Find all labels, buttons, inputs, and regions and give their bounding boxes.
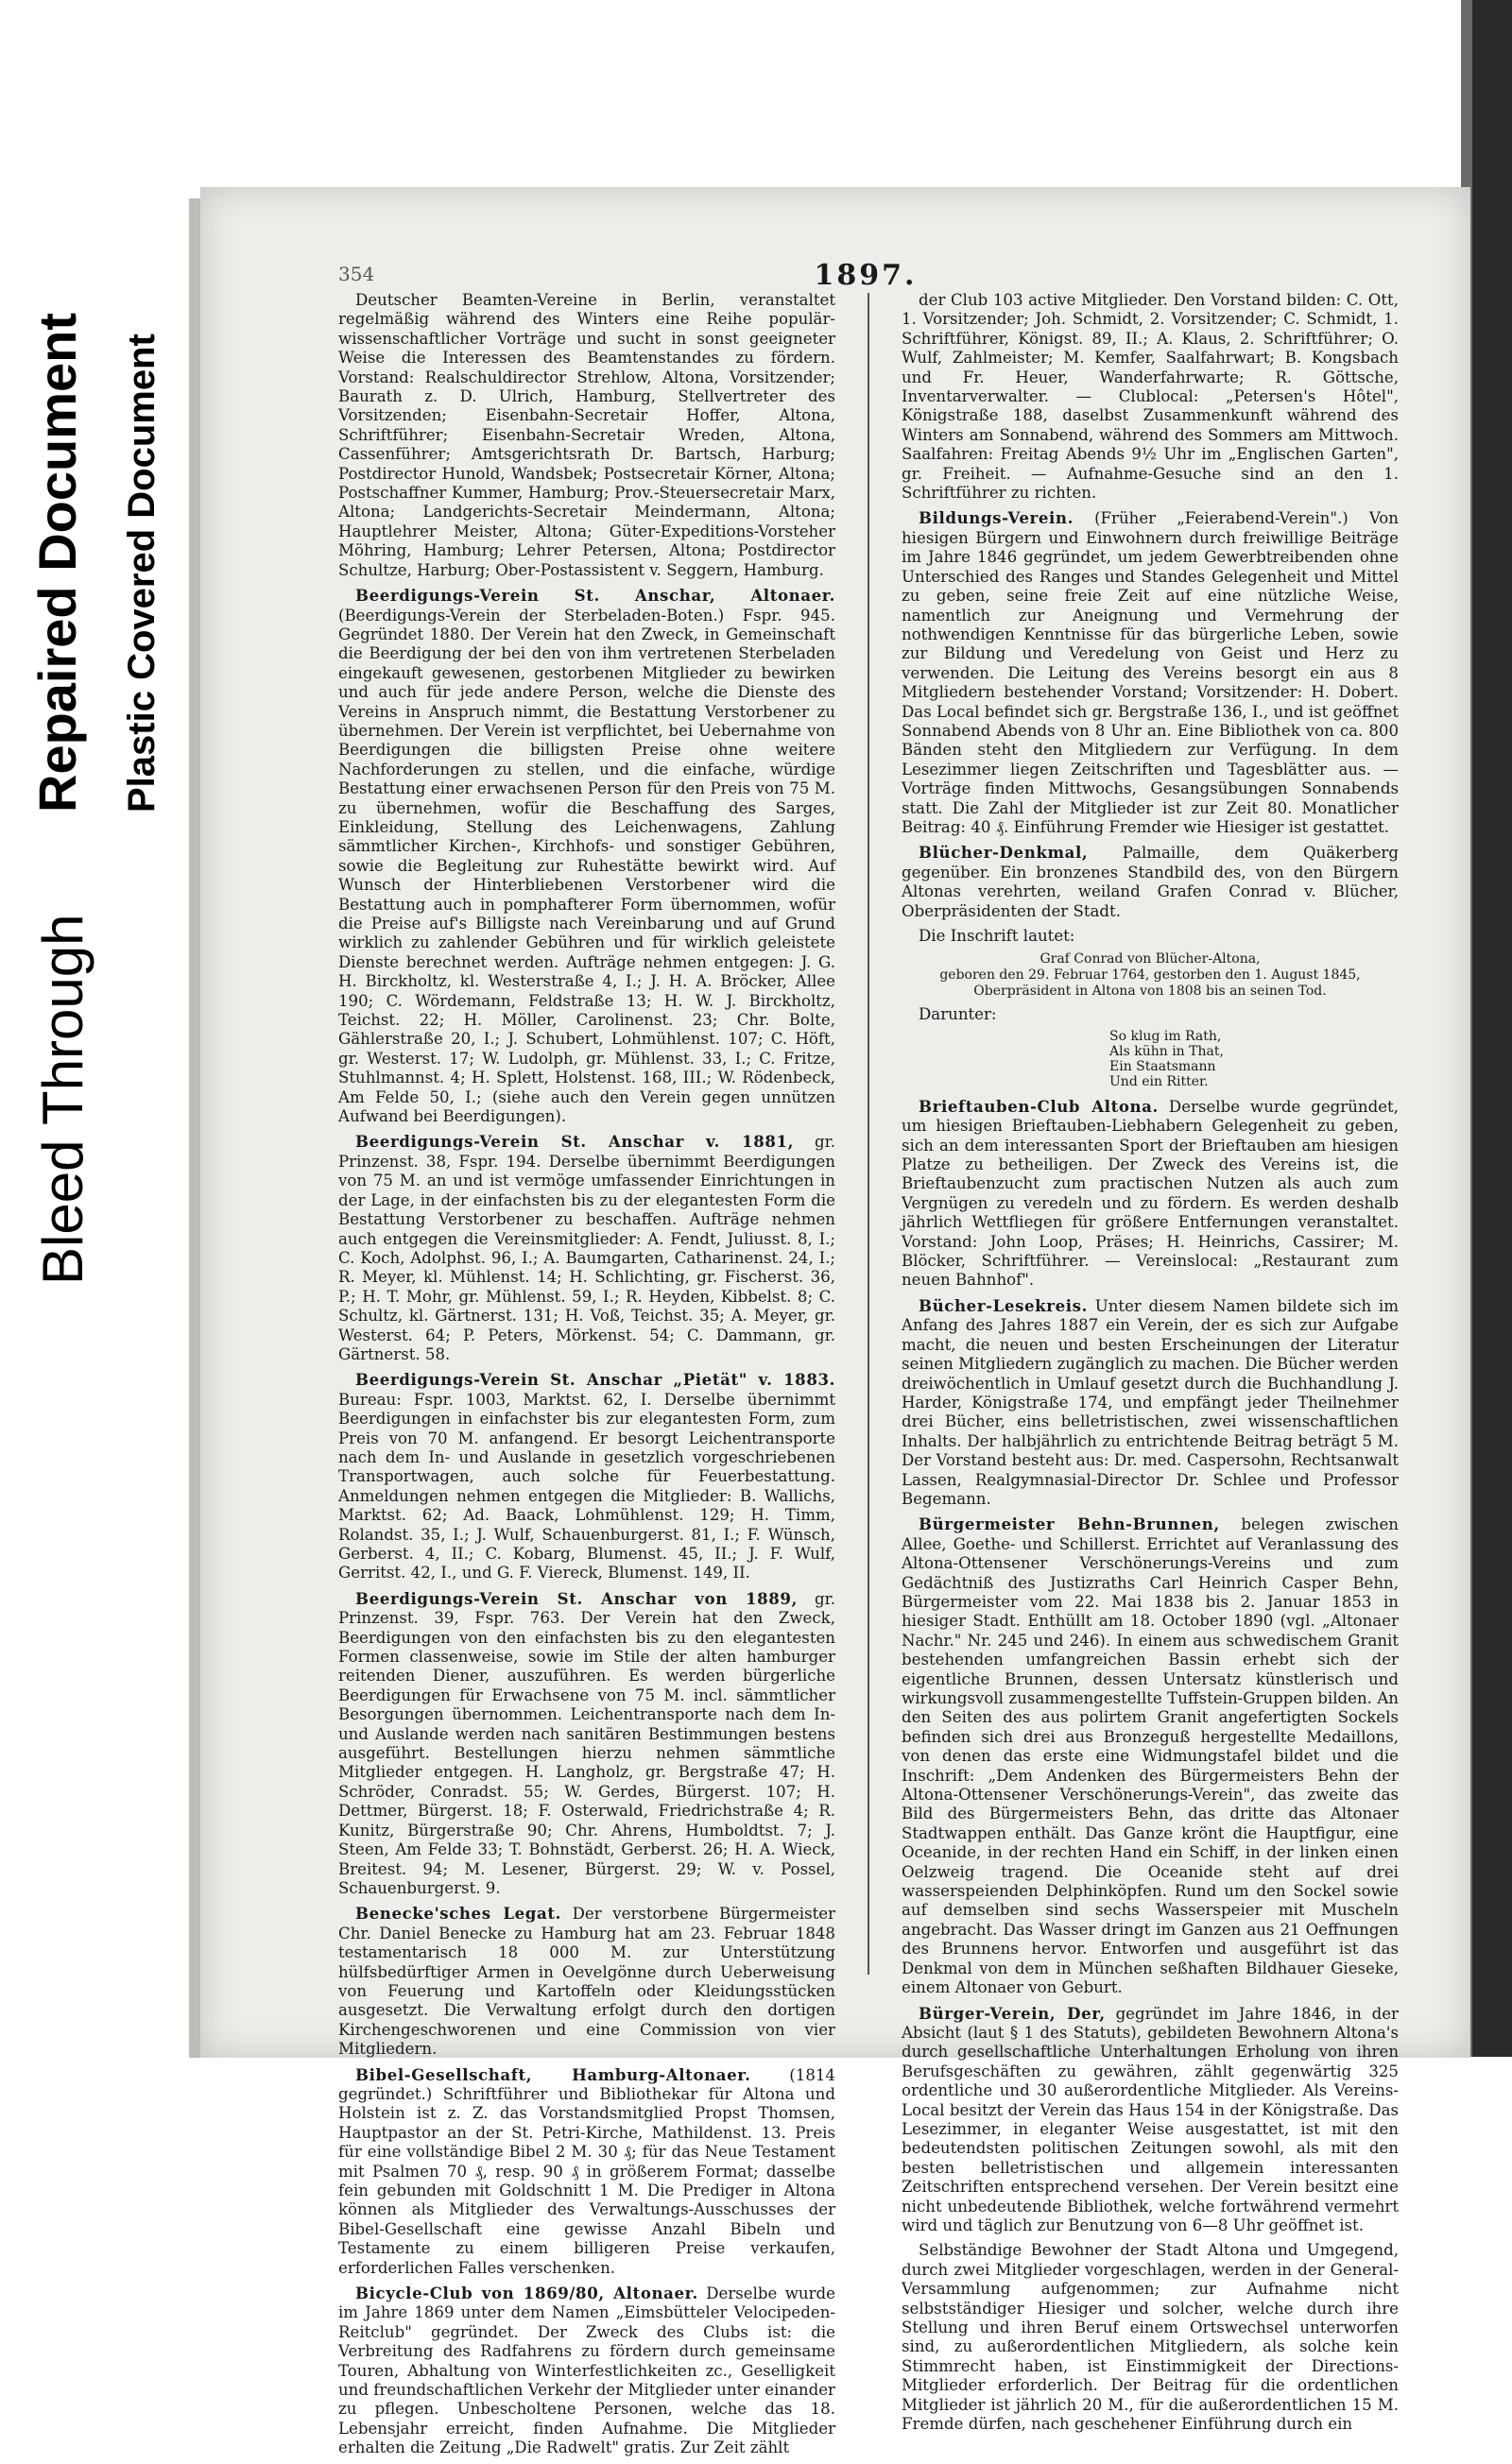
entry-heading: Beerdigungs-Verein St. Anschar von 1889, [355,1588,798,1608]
side-labels [0,0,189,2057]
entry-paragraph [902,2004,1399,2236]
entry-text: Palmaille, dem Quäkerberg gegenüber. Ein bronzenes Standbild des, von den Bürgern Altonas verehrten, weiland Grafen Conrad v. Blücher, Oberpräsidenten der Stadt. [902,844,1399,920]
plastic-covered-label: Plastic Covered Document [121,334,163,813]
poem-line: Als kühn in That, [1109,1043,1224,1059]
entry-text: Deutscher Beamten-Vereine in Berlin, veranstaltet regelmäßig während des Winters eine Reihe populär-wissenschaftlicher Vorträge und sucht in sonst geeigneter Weise die Interessen des Beamtenstandes zu fördern. Vorstand: Realschuldirector Strehlow, Altona, Vorsitzender; Baurath z. D. Ulrich, Hamburg, Stellvertreter des Vorsitzenden; Eisenbahn-Secretair Hoffer, Altona, Schriftführer; Eisenbahn-Secretair Wreden, Altona, Cassenführer; Amtsgerichtsrath Dr. Bartsch, Harburg; Postdirector Hunold, Wandsbek; Postsecretair Körner, Altona; Postschaffner Kummer, Hamburg; Prov.-Steuersecretair Marx, Altona; Landgerichts-Secretair Meindermann, Altona; Hauptlehrer Meister, Altona; Güter-Expeditions-Vorsteher Möhring, Hamburg; Lehrer Petersen, Altona; Postdirector Schultze, Harburg; Ober-Postassistent v. Seggern, Hamburg. [338,291,835,579]
document-page [200,187,1470,2457]
entry-paragraph [902,1514,1399,1997]
entry-heading: Bürger-Verein, Der, [919,2003,1106,2023]
darunter-label: Darunter: [919,1005,997,1024]
entry-text: belegen zwischen Allee, Goethe- und Schillerst. Errichtet auf Veranlassung des Altona-Ottensener Verschönerungs-Vereins und zum Gedächtniß des Justizraths Carl Heinrich Casper Behn, Bürgermeister vom 22. Mai 1838 bis 2. Januar 1853 in hiesiger Stadt. Enthüllt am 18. October 1890 (vgl. „Altonaer Nachr." Nr. 245 und 246). In einem aus schwedischem Granit bestehenden umfangreichen Bassin erhebt sich der eigentliche Brunnen, dessen Untersatz künstlerisch und wirkungsvoll zusammengestellte Tuffstein-Gruppen bilden. An den Seiten des aus polirtem Granit angefertigten Sockels befinden sich drei aus Bronzeguß hergestellte Medaillons, von denen das erste eine Widmungstafel bildet und die Inschrift: „Dem Andenken des Bürgermeisters Behn der Altona-Ottensener Verschönerungs-Verein", das zweite das Bild des Bürgermeisters Behn, das dritte das Altonaer Stadtwappen enthält. Das Ganze krönt die Hauptfigur, eine Oceanide, in der rechten Hand ein Schiff, in der linken einen Oelzweig tragend. Die Oceanide steht auf drei wasserspeienden Delphinköpfen. Rund um den Sockel sowie auf demselben sind sechs Wasserspeier mit Muscheln angebracht. Das Wasser dringt im Ganzen aus 21 Oeffnungen des Brunnens hervor. Entworfen und ausgeführt ist das Denkmal von dem in München seßhaften Bildhauer Gieseke, einem Altonaer von Geburt. [902,1515,1399,1997]
entry-text: (Beerdigungs-Verein der Sterbeladen-Boten.) Fspr. 945. Gegründet 1880. Der Verein hat den Zweck, in Gemeinschaft die Beerdigung der bei den von ihm vertretenen Sterbeladen eingekauft gewesenen, gestorbenen Mitglieder zu bewirken und auch für jede andere Person, welche die Dienste des Vereins in Anspruch nimmt, die Bestattung Verstorbener zu übernehmen. Der Verein ist verpflichtet, bei Uebernahme von Beerdigungen die billigsten Preise ohne weitere Nachforderungen zu stellen, und die einfache, würdige Bestattung einer erwachsenen Person für den Preis von 75 M. zu übernehmen, wofür die Beschaffung des Sarges, Einkleidung, Stellung des Leichenwagens, Zahlung sämmtlicher Kirchen-, Kirchhofs- und sonstiger Gebühren, sowie die Begleitung zur Ruhestätte bewirkt wird. Auf Wunsch der Hinterbliebenen Verstorbener wird die Bestattung auch in pomphafterer Form übernommen, wofür die Preise auf's Billigste nach Vereinbarung und auf Grund wirklich zu zahlender Gebühren und für wirklich geleistete Dienste berechnet werden. Aufträge nehmen entgegen: J. G. H. Birckholtz, kl. Westerstraße 4, I.; J. H. A. Bröcker, Allee 190; C. Wördemann, Feldstraße 13; H. W. J. Birckholtz, Teichst. 22; H. Möller, Carolinenst. 23; Chr. Bolte, Gählerstraße 20, I.; J. Schubert, Lohmühlenst. 107; C. Höft, gr. Westerst. 17; W. Ludolph, gr. Mühlenst. 33, I.; C. Fritze, Stuhlmannst. 4; H. Splett, Holstenst. 168, III.; W. Rödenbeck, Am Felde 50, I.; (siehe auch den Verein gegen unnützen Aufwand bei Beerdigungen). [338,606,835,1126]
inscription-intro: Die Inschrift lautet: [919,927,1075,945]
entry-text: Derselbe wurde im Jahre 1869 unter dem Namen „Eimsbütteler Velocipeden-Reitclub" gegründet. Der Zweck des Clubs ist: die Verbreitung des Radfahrens zu fördern durch gemeinsame Touren, Abhaltung von Winterfestlichkeiten zc., Geselligkeit und freundschaftlichen Verkehr der Mitglieder unter einander zu pflegen. Unbescholtene Personen, welche das 18. Lebensjahr erreicht, finden Aufnahme. Die Mitglieder erhalten die Zeitung „Die Radwelt" gratis. Zur Zeit zählt [338,2284,835,2457]
entry-text: Der verstorbene Bürgermeister Chr. Daniel Benecke zu Hamburg hat am 23. Februar 1848 testamentarisch 18 000 M. zur Unterstützung hülfsbedürftiger Armen in Oevelgönne durch Ueberweisung von Feuerung und Kartoffeln oder Kleidungsstücken ausgesetzt. Die Verwaltung erfolgt durch den dortigen Kirchengeschworenen und eine Commission von vier Mitgliedern. [338,1905,836,2059]
entry-paragraph [338,1132,835,1364]
entry-heading: Bildungs-Verein. [919,508,1074,528]
entry-paragraph [902,291,1399,503]
poem-line: Und ein Ritter. [1109,1073,1209,1089]
entry-heading: Bicycle-Club von 1869/80, Altonaer. [355,2284,698,2303]
entry-heading: Brieftauben-Club Altona. [919,1096,1159,1116]
entry-paragraph [338,1589,835,1899]
entry-heading: Bürgermeister Behn-Brunnen, [919,1514,1220,1534]
entry-heading: Bücher-Lesekreis. [919,1295,1088,1315]
right-column [902,291,1399,2439]
page-year: 1897. [814,259,918,292]
entry-paragraph [338,1370,835,1583]
right-column-entries-bottom [902,1097,1399,2435]
entry-heading: Bibel-Gesellschaft, Hamburg-Altonaer. [355,2064,751,2084]
entry-text: Selbständige Bewohner der Stadt Altona und Umgegend, durch zwei Mitglieder vorgeschlagen, werden in der General-Versammlung aufgenommen; zur Aufnahme nicht selbstständiger Hiesiger und solcher, welche durch ihre Stellung und ihren Beruf einem Ortswechsel unterworfen sind, zu außerordentlichen Mitgliedern, als solche kein Stimmrecht haben, ist Einstimmigkeit der Directions-Mitglieder erforderlich. Der Beitrag für die ordentlichen Mitglieder ist jährlich 20 M., für die außerordentlichen 15 M. Fremde dürfen, nach geschehener Einführung durch ein [902,2241,1399,2434]
inscription-line: Graf Conrad von Blücher-Altona, [1040,951,1261,967]
page-number: 354 [338,263,375,285]
entry-paragraph [338,586,835,1126]
entry-heading: Beerdigungs-Verein St. Anschar v. 1881, [355,1132,795,1152]
bleed-through-label: Bleed Through [31,914,94,1285]
entry-text: Derselbe wurde gegründet, um hiesigen Brieftauben-Liebhabern Gelegenheit zu geben, sich an dem interessanten Sport der Brieftauben am hiesigen Platze zu betheiligen. Der Zweck des Vereins ist, die Brieftaubenzucht zum practischen Nutzen als auch zum Vergnügen zu veredeln und zu fördern. Es werden deshalb jährlich Wettfliegen für größere Entfernungen veranstaltet. Vorstand: John Loop, Präses; H. Heinrichs, Cassirer; M. Blöcker, Schriftführer. — Vereinslocal: „Restaurant zum neuen Bahnhof". [902,1097,1399,1290]
left-column [338,291,835,2464]
entry-paragraph [338,1904,835,2059]
entry-text: (Früher „Feierabend-Verein".) Von hiesigen Bürgern und Einwohnern durch freiwillige Beiträge im Jahre 1846 gegründet, um jedem Gewerbtreibenden ohne Unterschied des Ranges und Standes Gelegenheit und Mittel zu geben, seine freie Zeit auf eine nützliche Weise, namentlich zur Aneignung und Vermehrung der nothwendigen Kenntnisse für das bürgerliche Leben, sowie zur Bildung und Veredelung von Geist und Herz zu verwenden. Die Leitung des Vereins besorgt ein aus 8 Mitgliedern bestehender Vorstand; Vorsitzender: H. Dobert. Das Local befindet sich gr. Bergstraße 136, I., und ist geöffnet Sonnabend Abends von 8 Uhr an. Eine Bibliothek von ca. 800 Bänden steht den Mitgliedern zur Verfügung. In dem Lesezimmer liegen Zeitschriften und Tagesblätter aus. — Vorträge finden Mittwochs, Gesangsübungen Sonnabends statt. Die Zahl der Mitglieder ist zur Zeit 80. Monatlicher Beitrag: 40 ₰. Einführung Fremder wie Hiesiger ist gestattet. [902,509,1399,836]
entry-text: gr. Prinzenst. 39, Fspr. 763. Der Verein hat den Zweck, Beerdigungen von den einfachsten bis zu den elegantesten Formen classenweise, sowie im Stile der alten hamburger reitenden Diener, auszuführen. Es werden bürgerliche Beerdigungen für Erwachsene von 75 M. incl. sämmtlicher Besorgungen übernommen. Leichentransporte nach dem In- und Auslande werden nach sanitären Bestimmungen bestens ausgeführt. Bestellungen hierzu nehmen sämmtliche Mitglieder entgegen. H. Langholz, gr. Bergstraße 47; H. Schröder, Conradst. 55; W. Gerdes, Bürgerst. 107; H. Dettmer, Bürgerst. 18; F. Osterwald, Friedrichstraße 4; R. Kunitz, Bürgerstraße 90; Chr. Ahrens, Humboldtst. 7; J. Steen, Am Felde 33; T. Bohnstädt, Gerberst. 26; H. A. Wieck, Breitest. 94; M. Lesener, Bürgerst. 29; W. v. Possel, Schauenburgerst. 9. [338,1589,835,1897]
entry-text: Bureau: Fspr. 1003, Marktst. 62, I. Derselbe übernimmt Beerdigungen in einfachster bis zur elegantesten Form, zum Preis von 70 M. anfangend. Er besorgt Leichentransporte nach dem In- und Auslande in gesetzlich vorgeschriebenen Transportwagen, auch solche für Feuerbestattung. Anmeldungen nehmen entgegen die Mitglieder: B. Wallichs, Marktst. 62; Ad. Baack, Lohmühlenst. 129; H. Timm, Rolandst. 35, I.; J. Wulf, Schauenburgerst. 81, I.; F. Wünsch, Gerberst. 4, II.; C. Kobarg, Blumenst. 45, II.; J. F. Wulf, Gerritst. 42, I., und G. F. Viereck, Blumenst. 149, II. [338,1390,835,1583]
entry-paragraph [902,508,1399,837]
entry-paragraph [902,1097,1399,1291]
entry-paragraph [902,2241,1399,2434]
inscription-line: Oberpräsident in Altona von 1808 bis an seinen Tod. [973,984,1327,1000]
poem [1109,1029,1399,1089]
entry-text: gegründet im Jahre 1846, in der Absicht (laut § 1 des Statuts), gebildeten Bewohnern Altona's durch gesellschaftliche Unterhaltungen Erholung von ihren Berufsgeschäften zu gewähren, zählt gegenwärtig 325 ordentliche und 30 außerordentliche Mitglieder. Als Vereins-Local besitzt der Verein das Haus 154 in der Königstraße. Das Lesezimmer, in eleganter Weise ausgestattet, ist mit den bedeutendsten politischen Zeitungen sowohl, als mit den besten belletristischen und allgemein interessanten Zeitschriften entsprechend versehen. Der Verein besitzt eine nicht unbedeutende Bibliothek, welche fortwährend vermehrt wird und täglich zur Benutzung von 6—8 Uhr geöffnet ist. [902,2004,1399,2234]
entry-paragraph [338,2065,835,2278]
entry-heading: Beerdigungs-Verein St. Anschar, Altonaer. [355,586,835,606]
entry-heading: Benecke'sches Legat. [355,1904,561,1924]
page-header [338,259,1393,295]
poem-line: So klug im Rath, [1109,1028,1222,1044]
entry-paragraph [338,2284,835,2458]
entry-paragraph [902,843,1399,921]
entry-text: (1814 gegründet.) Schriftführer und Bibliothekar für Altona und Holstein ist z. Z. das Vorstandsmitglied Propst Thomsen, Hauptpastor an der St. Petri-Kirche, Mathildenst. 13. Preis für eine vollständige Bibel 2 M. 30 ₰; für das Neue Testament mit Psalmen 70 ₰, resp. 90 ₰ in größerem Format; dasselbe fein gebunden mit Goldschnitt 1 M. Die Prediger in Altona können als Mitglieder des Verwaltungs-Ausschusses der Bibel-Gesellschaft eine gewisse Anzahl Bibeln und Testamente zu einem billigeren Preise verkaufen, erforderlichen Falles verschenken. [338,2065,835,2277]
entry-paragraph [902,1296,1399,1509]
entry-text: Unter diesem Namen bildete sich im Anfang des Jahres 1887 ein Verein, der es sich zur Aufgabe macht, die neuen und besten Erscheinungen der Literatur seinen Mitgliedern zugänglich zu machen. Die Bücher werden dreiwöchentlich in Umlauf gesetzt durch die Buchhandlung J. Harder, Königstraße 174, und empfängt jeder Theilnehmer drei Bücher, eins belletristischen, zwei wissenschaftlichen Inhalts. Der halbjährlich zu entrichtende Beitrag beträgt 5 M. Der Vorstand besteht aus: Dr. med. Caspersohn, Rechtsanwalt Lassen, Realgymnasial-Director Dr. Schlee und Professor Begemann. [902,1296,1399,1508]
entry-heading: Beerdigungs-Verein St. Anschar „Pietät" v. 1883. [355,1370,835,1390]
column-divider [868,293,869,1975]
entry-paragraph [338,291,835,580]
right-column-entries-top [902,291,1399,921]
inscription-line: geboren den 29. Februar 1764, gestorben den 1. August 1845, [939,967,1361,984]
poem-line: Ein Staatsmann [1109,1058,1216,1074]
inscription [902,951,1399,1000]
entry-text: der Club 103 active Mitglieder. Den Vorstand bilden: C. Ott, 1. Vorsitzender; Joh. Schmidt, 2. Vorsitzender; C. Schmidt, 1. Schriftführer, Königst. 89, II.; A. Klaus, 2. Schriftführer; O. Wulf, Zahlmeister; M. Kemfer, Saalfahrwart; B. Kongsbach und Fr. Heuer, Wanderfahrwarte; R. Göttsche, Inventarverwalter. — Clublocal: „Petersen's Hôtel", Königstraße 188, daselbst Zusammenkunft während des Winters am Sonnabend, während des Sommers am Mittwoch. Saalfahren: Freitag Abends 9½ Uhr im „Englischen Garten", gr. Freiheit. — Aufnahme-Gesuche sind an den 1. Schriftführer zu richten. [902,291,1399,503]
repaired-document-label: Repaired Document [27,313,87,813]
entry-text: gr. Prinzenst. 38, Fspr. 194. Derselbe übernimmt Beerdigungen von 75 M. an und ist vermöge umfassender Einrichtungen in der Lage, in der einfachsten bis zu der elegantesten Form die Bestattung Verstorbener zu beschaffen. Aufträge nehmen auch entgegen die Vereinsmitglieder: A. Fendt, Juliusst. 8, I.; C. Koch, Adolphst. 96, I.; A. Baumgarten, Catharinenst. 24, I.; R. Meyer, kl. Mühlenst. 14; H. Schlichting, gr. Fischerst. 36, P.; H. T. Mohr, gr. Mühlenst. 59, I.; R. Heyden, Kibbelst. 8; C. Schultz, kl. Gärtnerst. 131; H. Voß, Teichst. 35; A. Meyer, gr. Westerst. 64; P. Peters, Mörkenst. 54; C. Dammann, gr. Gärtnerst. 58. [338,1133,835,1363]
entry-heading: Blücher-Denkmal, [919,843,1089,863]
